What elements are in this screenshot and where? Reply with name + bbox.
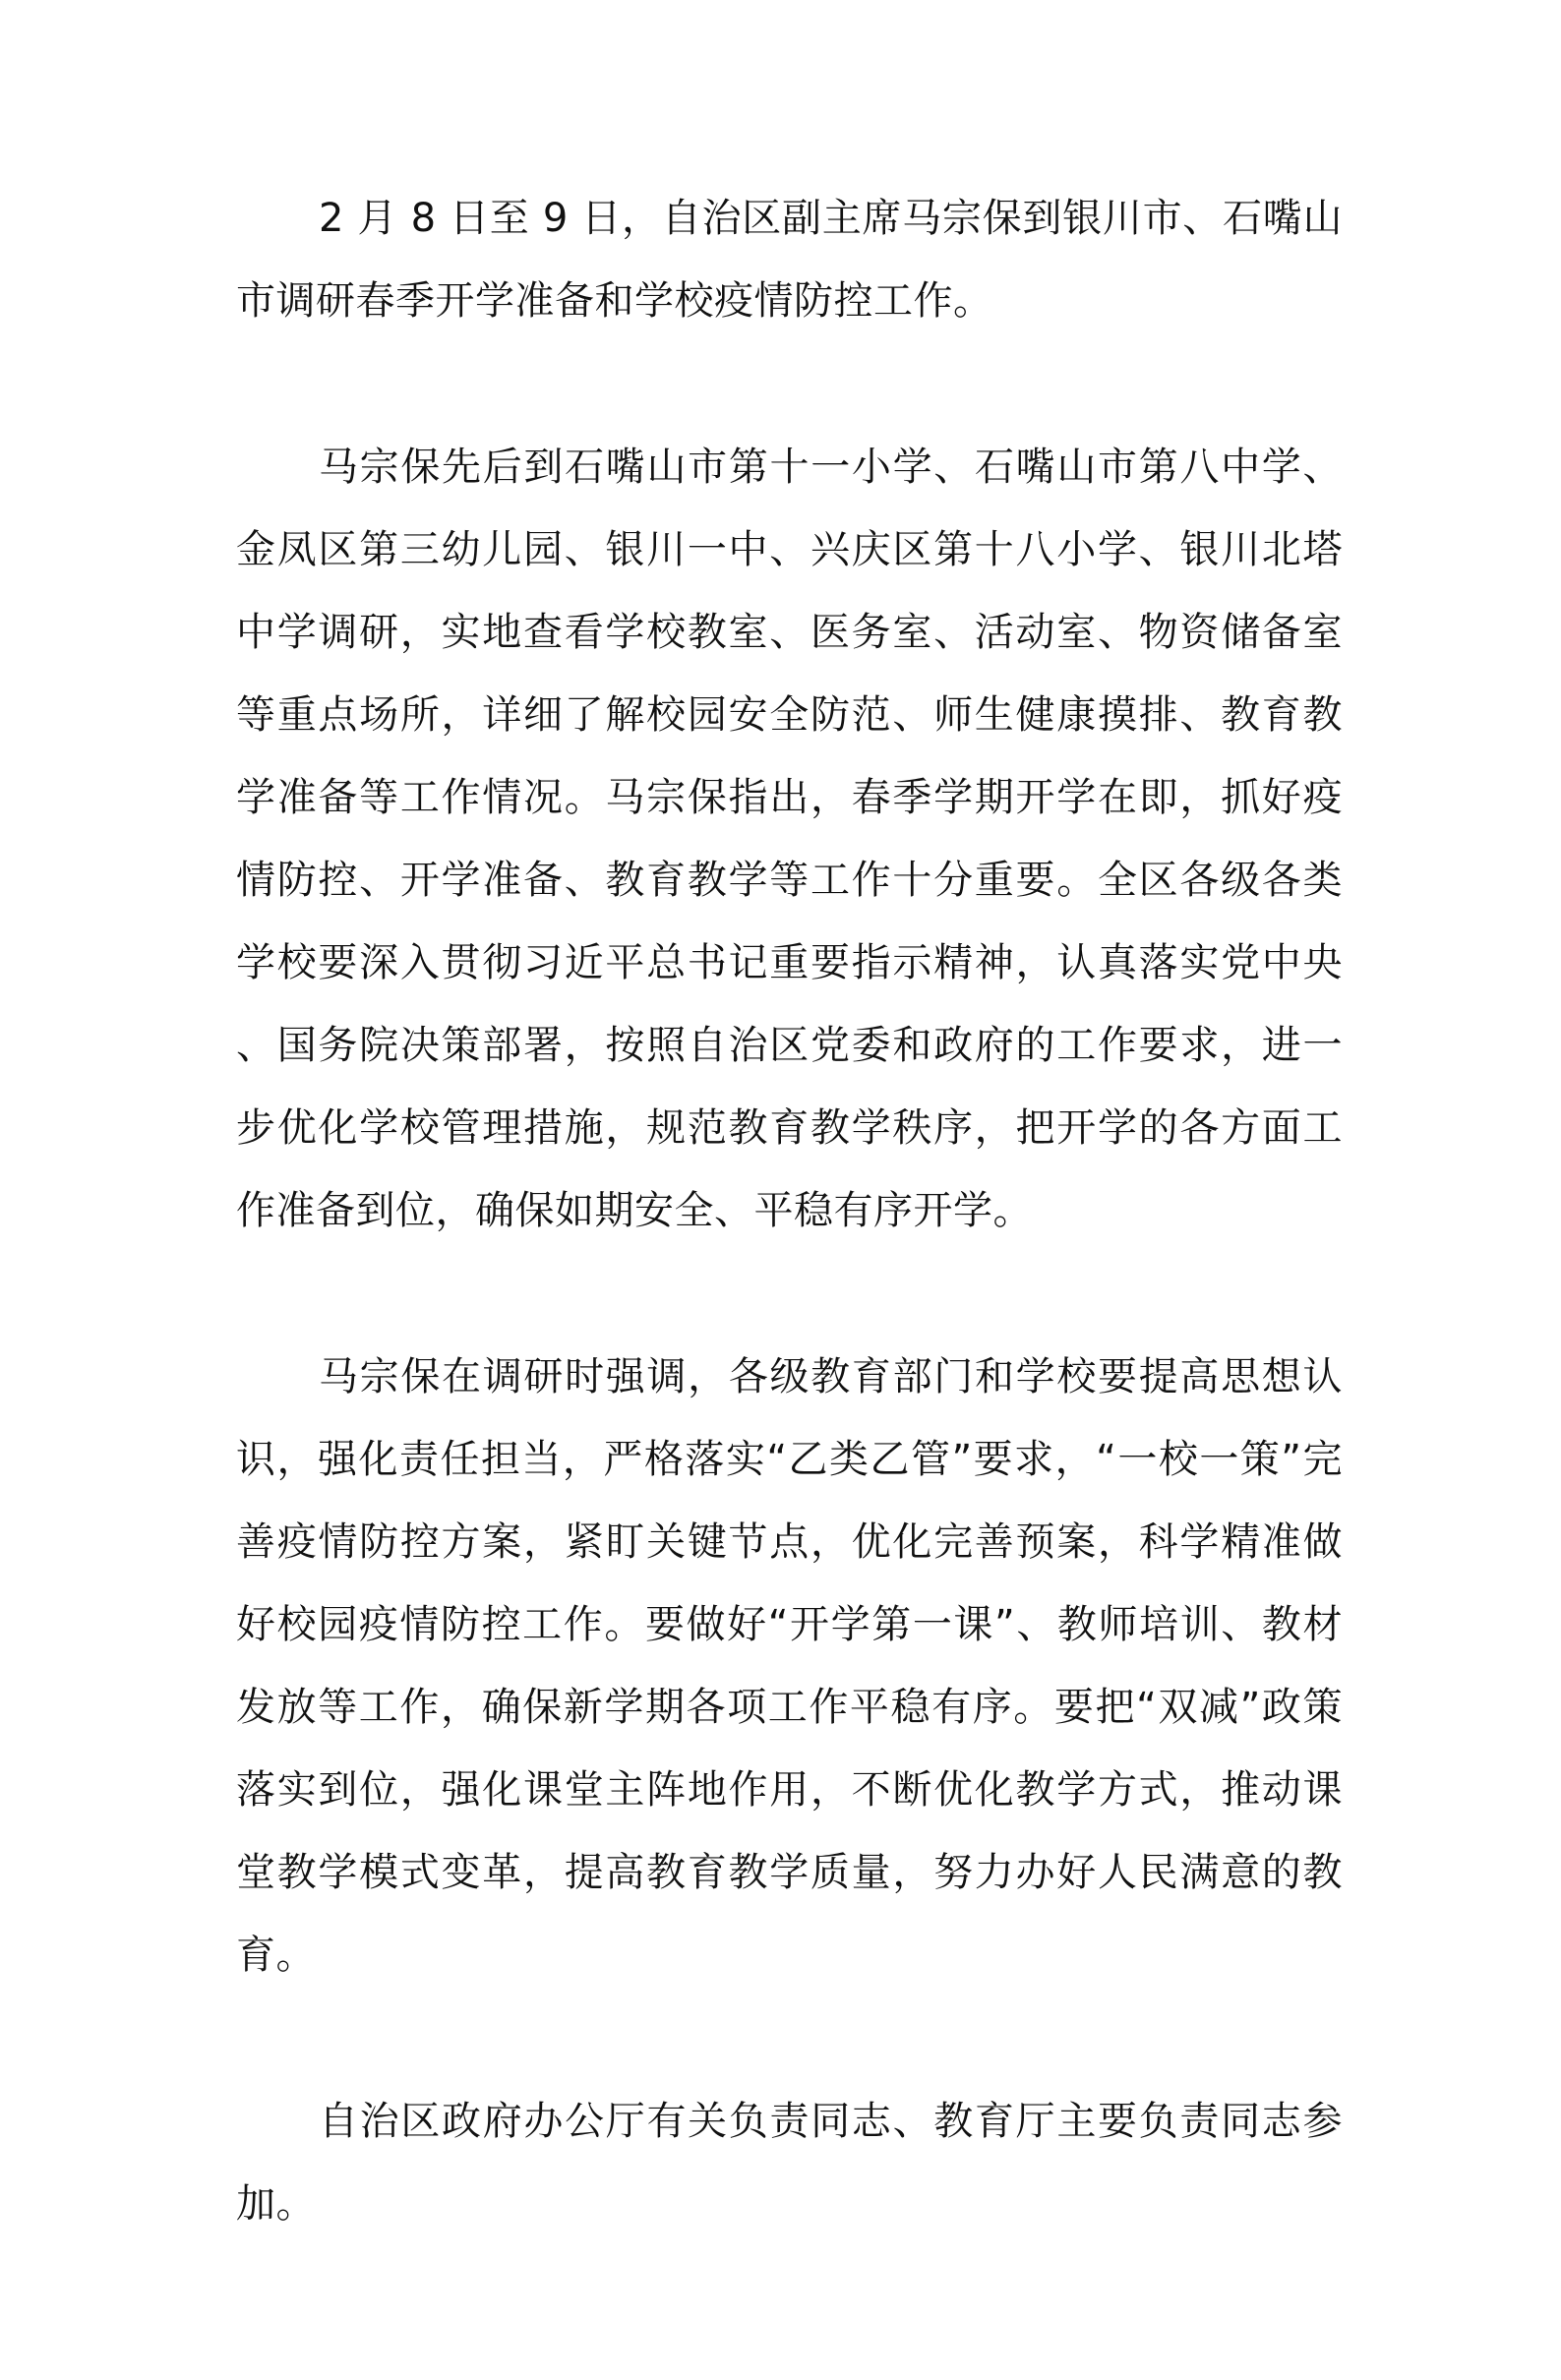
paragraph-attendees: 自治区政府办公厅有关负责同志、教育厅主要负责同志参加。: [236, 2099, 1343, 2227]
paragraph-inspection: 马宗保先后到石嘴山市第十一小学、石嘴山市第八中学、金凤区第三幼儿园、银川一中、兴庆区第十八小学、银川北塔中学调研，实地查看学校教室、医务室、活动室、物资储备室等重点场所，详细了解校园安全防范、师生健康摸排、教育教学准备等工作情况。马宗保指出，春季学期开学在即，抓好疫情防控、开学准备、教育教学等工作十分重要。全区各级各类学校要深入贯彻习近平总书记重要指示精神，认真落实党中央、国务院决策部署，按照自治区党委和政府的工作要求，进一步优化学校管理措施，规范教育教学秩序，把开学的各方面工作准备到位，确保如期安全、平稳有序开学。: [236, 445, 1343, 1233]
paragraph-emphasis: 马宗保在调研时强调，各级教育部门和学校要提高思想认识，强化责任担当，严格落实“乙类乙管”要求，“一校一策”完善疫情防控方案，紧盯关键节点，优化完善预案，科学精准做好校园疫情防控工作。要做好“开学第一课”、教师培训、教材发放等工作，确保新学期各项工作平稳有序。要把“双减”政策落实到位，强化课堂主阵地作用，不断优化教学方式，推动课堂教学模式变革，提高教育教学质量，努力办好人民满意的教育。: [236, 1354, 1343, 1978]
article-body: [236, 177, 1343, 2329]
paragraph-intro: 2 月 8 日至 9 日，自治区副主席马宗保到银川市、石嘴山市调研春季开学准备和学校疫情防控工作。: [236, 196, 1343, 324]
